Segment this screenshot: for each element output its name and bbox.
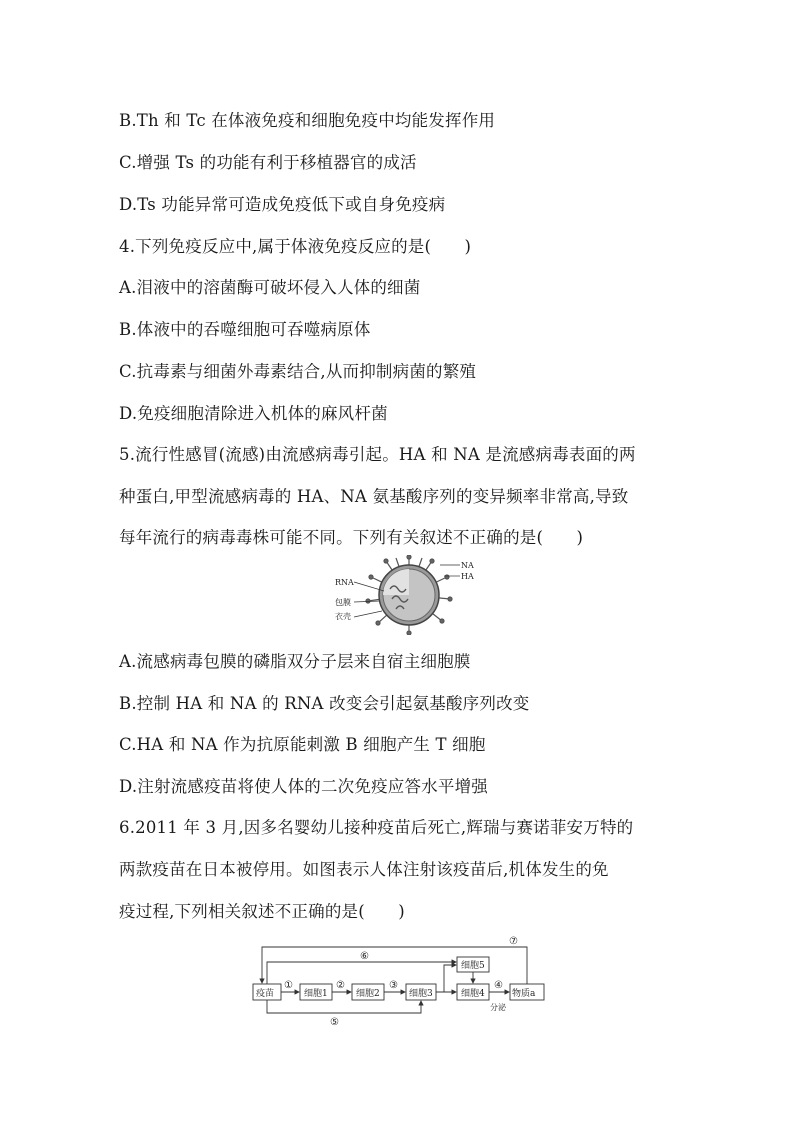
text-line: B.Th 和 Tc 在体液免疫和细胞免疫中均能发挥作用 xyxy=(119,111,496,130)
question-4: 4.下列免疫反应中,属于体液免疫反应的是( ) xyxy=(119,237,472,256)
option-b: B.体液中的吞噬细胞可吞噬病原体 xyxy=(119,320,371,339)
immune-process-diagram xyxy=(248,935,548,1027)
node-cell5-label: 细胞5 xyxy=(461,961,485,971)
option-b: B.控制 HA 和 NA 的 RNA 改变会引起氨基酸序列改变 xyxy=(119,694,530,713)
text-line: D.Ts 功能异常可造成免疫低下或自身免疫病 xyxy=(119,195,446,214)
text-line: 疫过程,下列相关叙述不正确的是( ) xyxy=(119,902,405,921)
step-5: ⑤ xyxy=(330,1017,339,1027)
node-cell2-label: 细胞2 xyxy=(356,989,380,999)
option-c: C.HA 和 NA 作为抗原能刺激 B 细胞产生 T 细胞 xyxy=(119,735,486,754)
step-1: ① xyxy=(284,980,293,991)
step-3: ③ xyxy=(389,980,398,991)
text-line: 每年流行的病毒毒株可能不同。下列有关叙述不正确的是( ) xyxy=(119,528,584,547)
node-cell4-label: 细胞4 xyxy=(461,989,485,999)
option-c: C.抗毒素与细菌外毒素结合,从而抑制病菌的繁殖 xyxy=(119,362,477,381)
text-line: 种蛋白,甲型流感病毒的 HA、NA 氨基酸序列的变异频率非常高,导致 xyxy=(119,487,629,506)
step-4: ④ xyxy=(494,980,503,991)
text-line: C.增强 Ts 的功能有利于移植器官的成活 xyxy=(119,153,417,172)
label-ha: HA xyxy=(461,572,474,581)
virus-diagram xyxy=(334,555,494,635)
label-envelope: 包膜 xyxy=(335,598,351,607)
option-d: D.注射流感疫苗将使人体的二次免疫应答水平增强 xyxy=(119,777,488,796)
option-a: A.流感病毒包膜的磷脂双分子层来自宿主细胞膜 xyxy=(119,652,471,671)
secretion-label: 分泌 xyxy=(490,1003,506,1012)
text-line: 两款疫苗在日本被停用。如图表示人体注射该疫苗后,机体发生的免 xyxy=(119,860,609,879)
question-5: 5.流行性感冒(流感)由流感病毒引起。HA 和 NA 是流感病毒表面的两 xyxy=(119,445,636,464)
node-vaccine-label: 疫苗 xyxy=(256,989,275,999)
question-6: 6.2011 年 3 月,因多名婴幼儿接种疫苗后死亡,辉瑞与赛诺菲安万特的 xyxy=(119,818,634,837)
step-6: ⑥ xyxy=(360,951,369,962)
node-cell3-label: 细胞3 xyxy=(409,989,433,999)
step-2: ② xyxy=(336,980,345,991)
option-a: A.泪液中的溶菌酶可破坏侵入人体的细菌 xyxy=(119,278,421,297)
label-capsid: 衣壳 xyxy=(335,612,351,621)
label-rna: RNA xyxy=(335,578,354,587)
node-substance-a-label: 物质a xyxy=(512,989,536,999)
node-cell1-label: 细胞1 xyxy=(304,989,328,999)
label-na: NA xyxy=(461,561,474,570)
step-7: ⑦ xyxy=(509,936,518,947)
option-d: D.免疫细胞清除进入机体的麻风杆菌 xyxy=(119,404,388,423)
